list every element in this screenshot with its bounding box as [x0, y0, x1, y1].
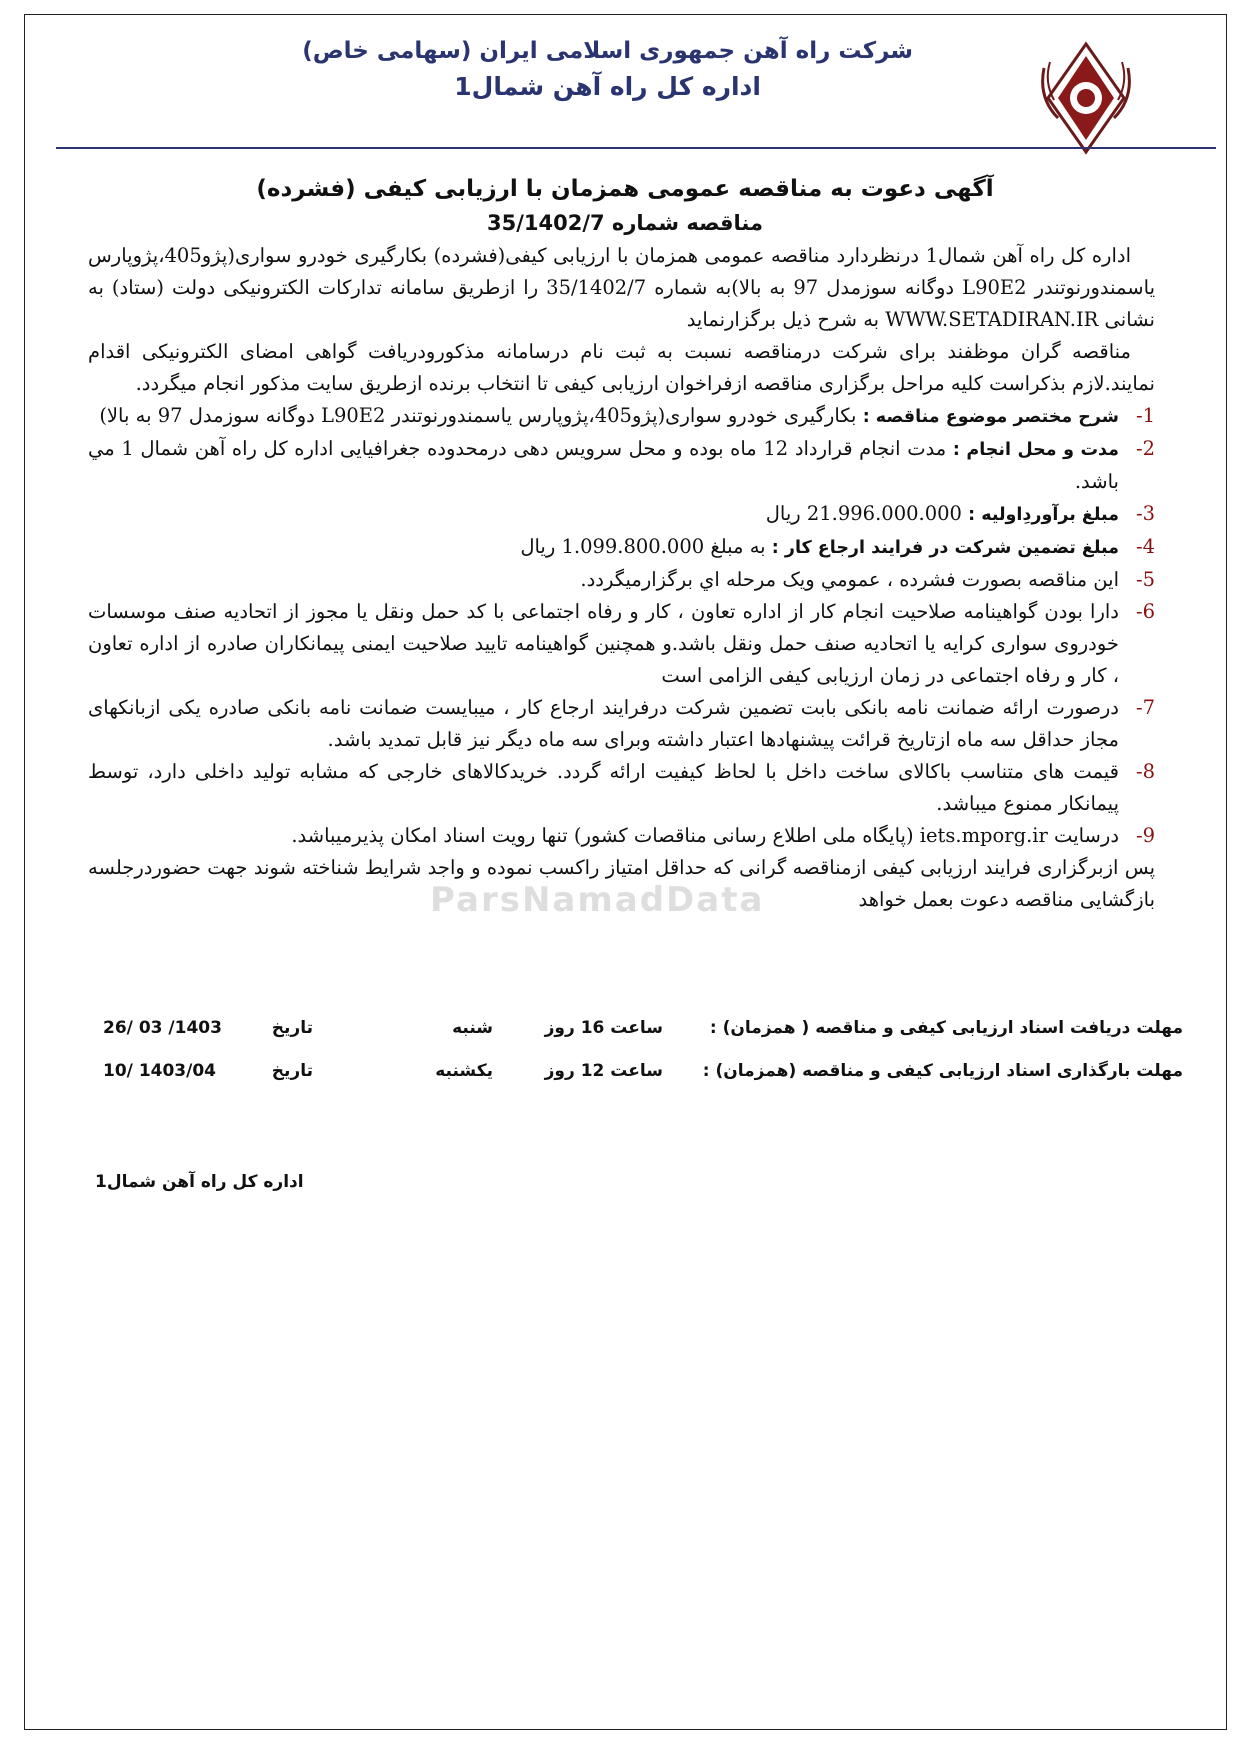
- deadline-upload: [70, 1061, 1183, 1081]
- footer-signature: اداره کل راه آهن شمال1: [95, 1172, 304, 1192]
- item-number: 5-: [1135, 568, 1155, 591]
- list-item: [88, 433, 1155, 498]
- deadline-date-label: تاریخ: [271, 1061, 313, 1081]
- tender-number: مناقصه شماره 35/1402/7: [487, 211, 763, 235]
- item-label: شرح مختصر موضوع مناقصه :: [862, 407, 1119, 427]
- item-text: به مبلغ 1.099.800.000 ریال: [520, 535, 772, 558]
- item-text: این مناقصه بصورت فشرده ، عمومي ويک مرحله اي برگزارميگردد.: [580, 568, 1119, 591]
- notice-title: آگهی دعوت به مناقصه عمومی همزمان با ارزیابی کیفی (فشرده): [256, 176, 994, 202]
- registration-paragraph: مناقصه گران موظفند برای شرکت درمناقصه نسبت به ثبت نام درسامانه مذکورودریافت گواهی امضای الکترونیکی اقدام نمایند.لازم بذکراست کلیه مراحل برگزاری مناقصه ازفراخوان ارزیابی کیفی تا انتخاب برنده ازطریق سایت مذکور انجام میگردد.: [88, 340, 1155, 395]
- header-divider: [56, 147, 1216, 149]
- item-number: 1-: [1135, 404, 1155, 427]
- department-name: اداره کل راه آهن شمال1: [454, 72, 761, 101]
- item-text: دارا بودن گواهینامه صلاحیت انجام کار از اداره تعاون ، کار و رفاه اجتماعی با کد حمل ونقل یا مجوز از اتحادیه صنف موسسات خودروی سواری کرایه یا اتحادیه صنف حمل ونقل باشد.و همچنین گواهینامه تایید صلاحیت ایمنی پیمانکاران صادره از اداره تعاون ، کار و رفاه اجتماعی در زمان ارزیابی کیفی الزامی است: [88, 600, 1119, 687]
- deadline-hour: ساعت 16 روز: [544, 1018, 663, 1038]
- list-item: [88, 596, 1155, 692]
- item-text: مدت انجام قرارداد 12 ماه بوده و محل سرویس دهی درمحدوده جغرافیایی اداره کل راه آهن شمال 1 مي باشد.: [88, 437, 1119, 493]
- deadline-date: 1403/ 03 /26: [103, 1018, 222, 1038]
- item-label: مبلغ تضمین شرکت در فرایند ارجاع کار :: [771, 538, 1119, 558]
- list-item: [88, 564, 1155, 596]
- list-item: [88, 400, 1155, 433]
- deadline-day: یکشنبه: [435, 1061, 493, 1081]
- deadline-hour: ساعت 12 روز: [544, 1061, 663, 1081]
- item-text: قیمت های متناسب باکالای ساخت داخل با لحاظ کیفیت ارائه گردد. خریدکالاهای خارجی که مشابه تولید داخلی دارد، توسط پیمانکار ممنوع میباشد.: [88, 760, 1119, 815]
- item-label: مبلغ برآوردِاولیه :: [968, 505, 1119, 525]
- deadline-label: مهلت دریافت اسناد ارزیابی کیفی و مناقصه ( همزمان) :: [709, 1018, 1183, 1038]
- company-name: شرکت راه آهن جمهوری اسلامی ایران (سهامی خاص): [302, 38, 913, 64]
- closing-paragraph: پس ازبرگزاری فرایند ارزیابی کیفی ازمناقصه گرانی که حداقل امتیاز راکسب نموده و واجد شرایط شناخته شوند جهت حضوردرجلسه بازگشایی مناقصه دعوت بعمل خواهد: [88, 856, 1155, 911]
- item-text: درصورت ارائه ضمانت نامه بانکی بابت تضمین شرکت درفرایند ارجاع کار ، میبایست ضمانت نامه بانکی صادره یکی ازبانکهای مجاز حداقل سه ماه ازتاریخ قرائت پیشنهادها اعتبار داشته وبرای سه ماه دیگر نیز قابل تمدید باشد.: [88, 696, 1119, 751]
- list-item: [88, 531, 1155, 564]
- deadline-date-label: تاریخ: [271, 1018, 313, 1038]
- item-number: 3-: [1135, 502, 1155, 525]
- item-text: بکارگیری خودرو سواری(پژو405،پژوپارس یاسمندورنوتندر L90E2 دوگانه سوزمدل 97 به بالا): [99, 404, 863, 427]
- item-label: مدت و محل انجام :: [952, 440, 1120, 460]
- item-number: 9-: [1135, 824, 1155, 847]
- letterhead: [302, 34, 913, 106]
- item-text: 21.996.000.000 ریال: [765, 502, 969, 525]
- item-number: 2-: [1135, 437, 1155, 460]
- item-number: 7-: [1135, 696, 1155, 719]
- deadline-receive: [70, 1018, 1183, 1038]
- item-number: 6-: [1135, 600, 1155, 623]
- deadline-date: 1403/04 /10: [103, 1061, 216, 1081]
- intro-paragraph: اداره کل راه آهن شمال1 درنظردارد مناقصه عمومی همزمان با ارزیابی کیفی(فشرده) بکارگیری خودرو سواری(پژو405،پژوپارس یاسمندورنوتندر L90E2 دوگانه سوزمدل 97 به بالا)به شماره 35/1402/7 را ازطریق سامانه تدارکات الکترونیکی دولت (ستاد) به نشانی WWW.SETADIRAN.IR به شرح ذیل برگزارنماید: [88, 244, 1155, 331]
- list-item: [88, 498, 1155, 531]
- notice-body: [88, 240, 1155, 916]
- list-item: [88, 756, 1155, 820]
- deadline-label: مهلت بارگذاری اسناد ارزیابی کیفی و مناقصه (همزمان) :: [702, 1061, 1183, 1081]
- item-text: درسایت iets.mporg.ir (پایگاه ملی اطلاع رسانی مناقصات کشور) تنها رویت اسناد امکان پذیرمیباشد.: [291, 824, 1119, 847]
- item-number: 4-: [1135, 535, 1155, 558]
- list-item: [88, 820, 1155, 852]
- deadline-day: شنبه: [452, 1018, 493, 1038]
- list-item: [88, 692, 1155, 756]
- item-number: 8-: [1135, 760, 1155, 783]
- railway-logo: [1038, 38, 1134, 158]
- watermark: ParsNamadData: [430, 880, 765, 920]
